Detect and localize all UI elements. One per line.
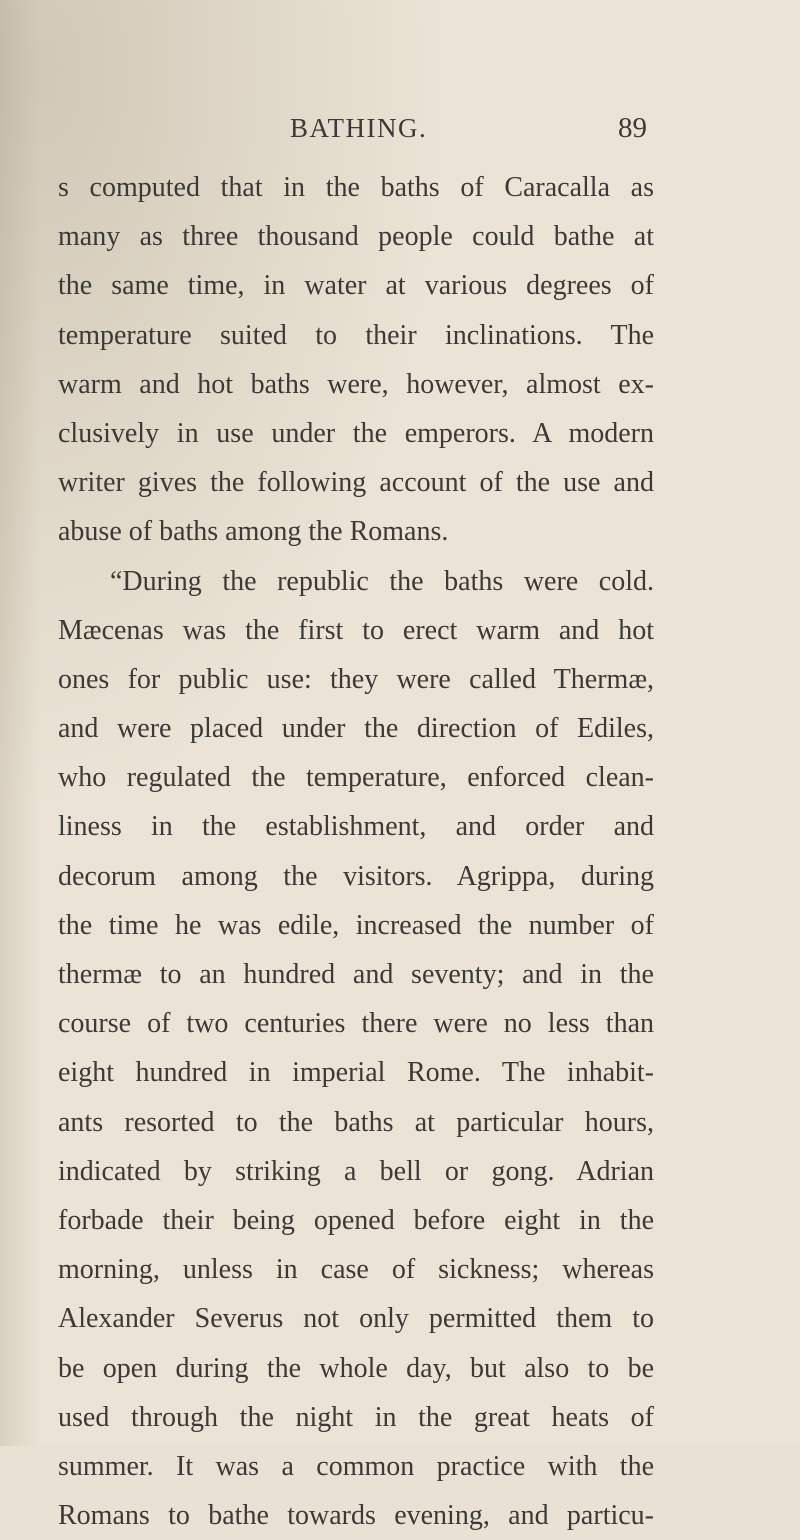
text-line: thermæ to an hundred and seventy; and in the	[58, 959, 654, 990]
text-line: forbade their being opened before eight in the	[58, 1204, 654, 1236]
text-line: morning, unless in case of sickness; whereas	[58, 1254, 654, 1286]
text-line: abuse of baths among the Romans.	[58, 516, 449, 548]
text-line: the time he was edile, increased the number of	[58, 909, 654, 941]
text-line: used through the night in the great heats of	[58, 1401, 654, 1433]
text-line: Alexander Severus not only permitted them to	[58, 1303, 654, 1335]
text-line: course of two centuries there were no less than	[58, 1008, 654, 1040]
text-line: Romans to bathe towards evening, and particu-	[58, 1500, 654, 1532]
body-text	[58, 163, 654, 1540]
text-line: “During the republic the baths were cold.	[110, 565, 654, 597]
text-line: indicated by striking a bell or gong. Adrian	[58, 1155, 654, 1187]
text-line: the same time, in water at various degrees of	[58, 270, 654, 302]
running-head-title: BATHING.	[290, 113, 428, 143]
text-line: writer gives the following account of the use and	[58, 467, 654, 499]
running-head	[0, 108, 800, 148]
text-line: decorum among the visitors. Agrippa, during	[58, 860, 654, 892]
text-line: eight hundred in imperial Rome. The inhabit-	[58, 1057, 654, 1089]
text-line: and were placed under the direction of Ediles,	[58, 713, 654, 745]
text-line: temperature suited to their inclinations. The	[58, 319, 654, 351]
text-line: ants resorted to the baths at particular hours,	[58, 1106, 654, 1138]
text-line: s computed that in the baths of Caracalla as	[58, 172, 654, 203]
page-number: 89	[618, 112, 647, 144]
text-line: many as three thousand people could bathe at	[58, 221, 654, 253]
text-line: liness in the establishment, and order and	[58, 811, 654, 843]
text-line: summer. It was a common practice with the	[58, 1450, 654, 1482]
text-line: be open during the whole day, but also to be	[58, 1352, 654, 1384]
text-line: clusively in use under the emperors. A modern	[58, 417, 654, 449]
text-line: Mæcenas was the first to erect warm and hot	[58, 614, 654, 646]
text-line: who regulated the temperature, enforced clean-	[58, 762, 654, 794]
text-line: ones for public use: they were called Thermæ,	[58, 663, 654, 695]
text-line: warm and hot baths were, however, almost ex-	[58, 368, 654, 400]
